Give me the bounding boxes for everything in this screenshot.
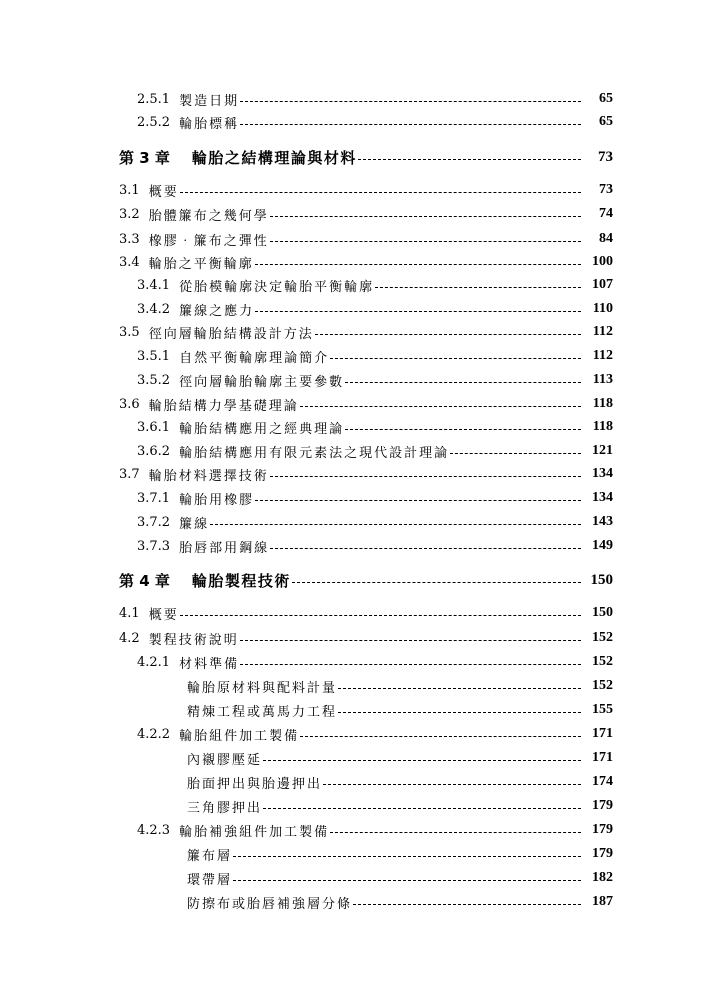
entry-page: 155 bbox=[592, 702, 613, 717]
entry-page: 65 bbox=[599, 91, 613, 106]
entry-title: 輪胎結構力學基礎理論 bbox=[148, 398, 299, 414]
toc-entry bbox=[137, 512, 613, 532]
toc-entry bbox=[137, 89, 613, 109]
entry-title: 胎唇部用鋼線 bbox=[179, 540, 270, 556]
entry-title: 簾線 bbox=[179, 516, 210, 532]
entry-page: 65 bbox=[599, 114, 613, 129]
dot-leader bbox=[270, 548, 581, 549]
entry-title: 輪胎材料選擇技術 bbox=[148, 468, 269, 484]
dot-leader bbox=[270, 241, 581, 242]
entry-title: 輪胎組件加工製備 bbox=[179, 728, 300, 744]
entry-title: 輪胎標稱 bbox=[179, 116, 240, 132]
toc-entry bbox=[119, 603, 613, 623]
entry-title: 輪胎補強組件加工製備 bbox=[179, 824, 330, 840]
toc-entry bbox=[119, 180, 613, 200]
entry-number: 3.7.1 bbox=[137, 490, 171, 506]
toc-entry bbox=[137, 820, 613, 840]
dot-leader bbox=[233, 880, 581, 881]
entry-number: 3.4 bbox=[119, 254, 140, 270]
toc-entry bbox=[137, 724, 613, 744]
dot-leader bbox=[358, 159, 581, 160]
entry-number: 4.2.1 bbox=[137, 654, 171, 670]
dot-leader bbox=[338, 712, 581, 713]
entry-title: 輪胎原材料與配料計量 bbox=[187, 680, 338, 696]
entry-number: 3.7.3 bbox=[137, 538, 171, 554]
entry-title: 三角膠押出 bbox=[187, 800, 263, 816]
dot-leader bbox=[263, 808, 581, 809]
entry-number: 3.7 bbox=[119, 466, 140, 482]
entry-title: 簾布層 bbox=[187, 848, 233, 864]
entry-page: 152 bbox=[592, 630, 613, 645]
dot-leader bbox=[330, 832, 581, 833]
entry-page: 171 bbox=[592, 726, 613, 741]
dot-leader bbox=[240, 101, 581, 102]
entry-page: 113 bbox=[592, 372, 613, 387]
entry-number: 3.5 bbox=[119, 324, 140, 340]
entry-title: 自然平衡輪廓理論簡介 bbox=[179, 350, 330, 366]
toc-entry bbox=[137, 299, 613, 319]
chapter-page: 150 bbox=[590, 571, 613, 588]
chapter-number: 第 4 章 bbox=[119, 571, 170, 590]
chapter-title: 輪胎之結構理論與材料 bbox=[191, 148, 357, 167]
dot-leader bbox=[210, 524, 581, 525]
entry-title: 精煉工程或萬馬力工程 bbox=[187, 704, 338, 720]
chapter-heading bbox=[119, 570, 613, 590]
dot-leader bbox=[180, 615, 581, 616]
entry-number: 3.4.1 bbox=[137, 277, 171, 293]
dot-leader bbox=[338, 688, 581, 689]
entry-title: 製程技術說明 bbox=[148, 632, 239, 648]
dot-leader bbox=[270, 476, 581, 477]
entry-page: 84 bbox=[599, 231, 613, 246]
chapter-page: 73 bbox=[598, 148, 613, 165]
entry-number: 3.3 bbox=[119, 231, 140, 247]
toc-entry bbox=[187, 892, 613, 912]
entry-title: 材料準備 bbox=[179, 656, 240, 672]
entry-page: 149 bbox=[592, 538, 613, 553]
toc-entry bbox=[137, 488, 613, 508]
toc-entry bbox=[119, 204, 613, 224]
entry-title: 簾線之應力 bbox=[179, 303, 255, 319]
toc-entry bbox=[119, 229, 613, 249]
entry-number: 3.7.2 bbox=[137, 514, 171, 530]
entry-page: 179 bbox=[592, 846, 613, 861]
toc-entry bbox=[187, 772, 613, 792]
chapter-heading bbox=[119, 147, 613, 167]
toc-entry bbox=[119, 464, 613, 484]
dot-leader bbox=[323, 784, 581, 785]
dot-leader bbox=[240, 124, 581, 125]
dot-leader bbox=[255, 311, 581, 312]
entry-page: 118 bbox=[592, 419, 613, 434]
dot-leader bbox=[255, 500, 581, 501]
entry-title: 橡膠‧簾布之彈性 bbox=[148, 233, 269, 249]
entry-number: 3.6 bbox=[119, 396, 140, 412]
chapter-number: 第 3 章 bbox=[119, 148, 170, 167]
entry-page: 179 bbox=[592, 822, 613, 837]
dot-leader bbox=[315, 334, 581, 335]
entry-page: 182 bbox=[592, 870, 613, 885]
entry-number: 3.2 bbox=[119, 206, 140, 222]
entry-page: 134 bbox=[592, 490, 613, 505]
entry-page: 73 bbox=[599, 182, 613, 197]
entry-page: 152 bbox=[592, 678, 613, 693]
entry-page: 152 bbox=[592, 654, 613, 669]
toc-entry bbox=[187, 844, 613, 864]
entry-number: 3.5.2 bbox=[137, 372, 171, 388]
entry-page: 134 bbox=[592, 466, 613, 481]
chapter-title: 輪胎製程技術 bbox=[191, 571, 291, 590]
entry-number: 2.5.2 bbox=[137, 114, 171, 130]
toc-entry bbox=[119, 628, 613, 648]
entry-page: 118 bbox=[592, 396, 613, 411]
entry-title: 環帶層 bbox=[187, 872, 233, 888]
entry-number: 2.5.1 bbox=[137, 91, 171, 107]
toc-entry bbox=[119, 252, 613, 272]
dot-leader bbox=[450, 453, 581, 454]
toc-entry bbox=[187, 700, 613, 720]
entry-title: 輪胎之平衡輪廓 bbox=[148, 256, 254, 272]
entry-title: 防擦布或胎唇補強層分條 bbox=[187, 896, 353, 912]
entry-page: 121 bbox=[592, 443, 613, 458]
toc-entry bbox=[137, 652, 613, 672]
entry-title: 徑向層輪胎結構設計方法 bbox=[148, 326, 314, 342]
entry-page: 174 bbox=[592, 774, 613, 789]
toc-entry bbox=[137, 441, 613, 461]
dot-leader bbox=[345, 382, 581, 383]
entry-title: 輪胎用橡膠 bbox=[179, 492, 255, 508]
entry-title: 概要 bbox=[148, 184, 179, 200]
entry-page: 112 bbox=[592, 324, 613, 339]
dot-leader bbox=[375, 287, 581, 288]
dot-leader bbox=[292, 582, 581, 583]
entry-title: 胎面押出與胎邊押出 bbox=[187, 776, 323, 792]
toc-entry bbox=[187, 748, 613, 768]
entry-number: 4.2.2 bbox=[137, 726, 171, 742]
entry-page: 187 bbox=[592, 894, 613, 909]
entry-number: 4.2.3 bbox=[137, 822, 171, 838]
entry-page: 110 bbox=[592, 301, 613, 316]
toc-entry bbox=[119, 322, 613, 342]
dot-leader bbox=[233, 856, 581, 857]
dot-leader bbox=[240, 664, 581, 665]
entry-title: 概要 bbox=[148, 607, 179, 623]
toc-entry bbox=[119, 394, 613, 414]
entry-number: 4.1 bbox=[119, 605, 140, 621]
entry-page: 179 bbox=[592, 798, 613, 813]
toc-entry bbox=[187, 796, 613, 816]
toc-entry bbox=[137, 370, 613, 390]
entry-title: 輪胎結構應用之經典理論 bbox=[179, 421, 345, 437]
dot-leader bbox=[345, 429, 581, 430]
toc-entry bbox=[137, 112, 613, 132]
dot-leader bbox=[240, 640, 581, 641]
entry-page: 107 bbox=[592, 277, 613, 292]
toc-entry bbox=[137, 417, 613, 437]
entry-page: 143 bbox=[592, 514, 613, 529]
dot-leader bbox=[353, 904, 581, 905]
entry-number: 3.5.1 bbox=[137, 348, 171, 364]
toc-entry bbox=[137, 346, 613, 366]
toc-entry bbox=[187, 676, 613, 696]
entry-page: 171 bbox=[592, 750, 613, 765]
dot-leader bbox=[270, 216, 581, 217]
entry-number: 4.2 bbox=[119, 630, 140, 646]
toc-entry bbox=[187, 868, 613, 888]
entry-title: 從胎模輪廓決定輪胎平衡輪廓 bbox=[179, 279, 375, 295]
entry-title: 製造日期 bbox=[179, 93, 240, 109]
toc-entry bbox=[137, 275, 613, 295]
entry-title: 內襯膠壓延 bbox=[187, 752, 263, 768]
entry-number: 3.6.2 bbox=[137, 443, 171, 459]
entry-page: 112 bbox=[592, 348, 613, 363]
entry-page: 150 bbox=[592, 605, 613, 620]
dot-leader bbox=[300, 736, 581, 737]
entry-title: 輪胎結構應用有限元素法之現代設計理論 bbox=[179, 445, 450, 461]
dot-leader bbox=[330, 358, 581, 359]
entry-title: 胎體簾布之幾何學 bbox=[148, 208, 269, 224]
dot-leader bbox=[300, 406, 581, 407]
toc-entry bbox=[137, 536, 613, 556]
dot-leader bbox=[180, 192, 581, 193]
entry-number: 3.6.1 bbox=[137, 419, 171, 435]
dot-leader bbox=[255, 264, 581, 265]
entry-title: 徑向層輪胎輪廓主要參數 bbox=[179, 374, 345, 390]
entry-page: 100 bbox=[592, 254, 613, 269]
entry-number: 3.1 bbox=[119, 182, 140, 198]
dot-leader bbox=[263, 760, 581, 761]
entry-number: 3.4.2 bbox=[137, 301, 171, 317]
entry-page: 74 bbox=[599, 206, 613, 221]
